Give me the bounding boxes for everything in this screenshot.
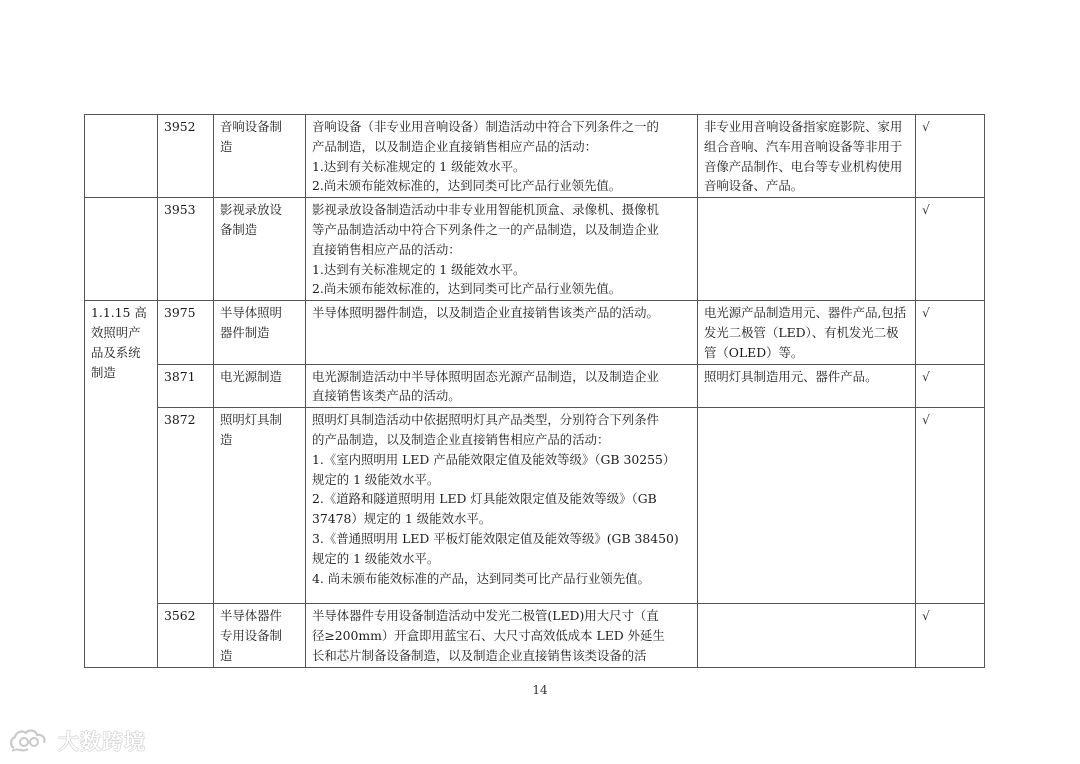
- note-cell-line: 音像产品制作、电台等专业机构使用: [704, 158, 903, 174]
- note-cell-line: 电光源产品制造用元、器件产品,包括: [704, 305, 907, 321]
- industry-name-cell-line: 造: [220, 647, 233, 663]
- description-cell-line: 2.《道路和隧道照明用 LED 灯具能效限定值及能效等级》（GB: [312, 491, 657, 507]
- description-cell-line: 2.尚未颁布能效标准的，达到同类可比产品行业领先值。: [312, 178, 622, 194]
- description-cell-line: 的产品制造，以及制造企业直接销售相应产品的活动：: [312, 431, 610, 447]
- description-cell: [306, 604, 698, 667]
- table-row: [85, 301, 985, 364]
- industry-name-cell-line: 半导体器件: [220, 608, 282, 624]
- description-cell-line: 37478）规定的 1 级能效水平。: [312, 511, 492, 527]
- table-row: [85, 408, 985, 604]
- cloud-wave-logo-icon: [8, 728, 54, 754]
- category-cell: [85, 301, 158, 667]
- industry-name-cell-line: 造: [220, 431, 233, 447]
- table-row: [85, 115, 985, 198]
- note-cell-line: 发光二极管（LED）、有机发光二极: [704, 324, 899, 340]
- note-cell-line: 非专业用音响设备指家庭影院、家用: [704, 119, 903, 134]
- industry-name-cell: [214, 115, 306, 198]
- industry-name-cell: [214, 408, 306, 604]
- industry-name-cell: [214, 198, 306, 301]
- description-cell-line: 音响设备（非专业用音响设备）制造活动中符合下列条件之一的: [312, 119, 659, 134]
- industry-code-cell: 3975: [158, 301, 214, 364]
- category-cell-line: 品及系统: [91, 344, 141, 360]
- description-cell-line: 直接销售该类产品的活动。: [312, 388, 461, 404]
- description-cell-line: 1.达到有关标准规定的 1 级能效水平。: [312, 261, 526, 277]
- description-cell-line: 1.《室内照明用 LED 产品能效限定值及能效等级》（GB 30255）: [312, 451, 676, 467]
- note-cell: [698, 364, 916, 408]
- industry-name-cell: [214, 301, 306, 364]
- description-cell-line: 3.《普通照明用 LED 平板灯能效限定值及能效等级》(GB 38450): [312, 530, 679, 546]
- category-cell: [85, 115, 158, 198]
- industry-name-cell-line: 专用设备制: [220, 627, 282, 643]
- note-cell-line: 管（OLED）等。: [704, 344, 804, 360]
- note-cell-line: 组合音响、汽车用音响设备等非用于: [704, 138, 903, 154]
- description-cell-line: 半导体照明器件制造，以及制造企业直接销售该类产品的活动。: [312, 305, 659, 321]
- industry-name-cell-line: 器件制造: [220, 324, 270, 340]
- table-row: [85, 604, 985, 667]
- description-cell-line: 电光源制造活动中半导体照明固态光源产品制造，以及制造企业: [312, 368, 659, 384]
- checkmark-cell: √: [916, 115, 985, 198]
- category-cell: [85, 198, 158, 301]
- checkmark-cell: √: [916, 198, 985, 301]
- checkmark-cell: √: [916, 364, 985, 408]
- industry-code-cell: 3953: [158, 198, 214, 301]
- note-cell: [698, 604, 916, 667]
- description-cell-line: 半导体器件专用设备制造活动中发光二极管(LED)用大尺寸（直: [312, 608, 659, 624]
- checkmark-cell: √: [916, 408, 985, 604]
- description-cell-line: 1.达到有关标准规定的 1 级能效水平。: [312, 158, 526, 174]
- industry-name-cell-line: 造: [220, 138, 233, 154]
- description-cell-line: 4. 尚未颁布能效标准的产品，达到同类可比产品行业领先值。: [312, 570, 650, 586]
- industry-name-cell-line: 照明灯具制: [220, 412, 282, 428]
- note-cell: [698, 115, 916, 198]
- industry-code-cell: 3952: [158, 115, 214, 198]
- checkmark-cell: √: [916, 301, 985, 364]
- note-cell: [698, 408, 916, 604]
- table-row: [85, 364, 985, 408]
- table-row: [85, 198, 985, 301]
- industry-code-cell: 3562: [158, 604, 214, 667]
- description-cell-line: 直接销售相应产品的活动：: [312, 241, 461, 257]
- industry-name-cell-line: 备制造: [220, 221, 258, 237]
- description-cell-line: 规定的 1 级能效水平。: [312, 550, 440, 566]
- description-cell-line: 产品制造，以及制造企业直接销售相应产品的活动：: [312, 138, 597, 154]
- industry-name-cell-line: 半导体照明: [220, 305, 282, 321]
- industry-name-cell-line: 影视录放设: [220, 202, 282, 218]
- category-cell-line: 制造: [91, 364, 116, 380]
- description-cell: [306, 301, 698, 364]
- description-cell-line: 径≥200mm）开盒即用蓝宝石、大尺寸高效低成本 LED 外延生: [312, 627, 665, 643]
- industry-classification-table: [84, 114, 985, 668]
- description-cell: [306, 364, 698, 408]
- industry-code-cell: 3872: [158, 408, 214, 604]
- page-number: 14: [532, 683, 548, 697]
- description-cell-line: 长和芯片制备设备制造，以及制造企业直接销售该类设备的活: [312, 647, 647, 663]
- watermark-text: 大数跨境: [58, 730, 146, 754]
- note-cell-line: 照明灯具制造用元、器件产品。: [704, 368, 878, 384]
- description-cell-line: 等产品制造活动中符合下列条件之一的产品制造，以及制造企业: [312, 221, 659, 237]
- industry-name-cell-line: 音响设备制: [220, 119, 282, 134]
- description-cell: [306, 198, 698, 301]
- industry-name-cell: [214, 604, 306, 667]
- description-cell: [306, 115, 698, 198]
- industry-name-cell-line: 电光源制造: [220, 368, 282, 384]
- description-cell: [306, 408, 698, 604]
- industry-code-cell: 3871: [158, 364, 214, 408]
- description-cell-line: 影视录放设备制造活动中非专业用智能机顶盒、录像机、摄像机: [312, 202, 659, 218]
- description-cell-line: 2.尚未颁布能效标准的，达到同类可比产品行业领先值。: [312, 281, 622, 297]
- description-cell-line: 规定的 1 级能效水平。: [312, 471, 440, 487]
- note-cell: [698, 198, 916, 301]
- category-cell-line: 1.1.15 高: [91, 305, 147, 321]
- note-cell: [698, 301, 916, 364]
- watermark: [8, 726, 146, 756]
- industry-name-cell: [214, 364, 306, 408]
- category-cell-line: 效照明产: [91, 324, 141, 340]
- description-cell-line: 照明灯具制造活动中依据照明灯具产品类型，分别符合下列条件: [312, 412, 659, 428]
- note-cell-line: 音响设备、产品。: [704, 178, 804, 194]
- checkmark-cell: √: [916, 604, 985, 667]
